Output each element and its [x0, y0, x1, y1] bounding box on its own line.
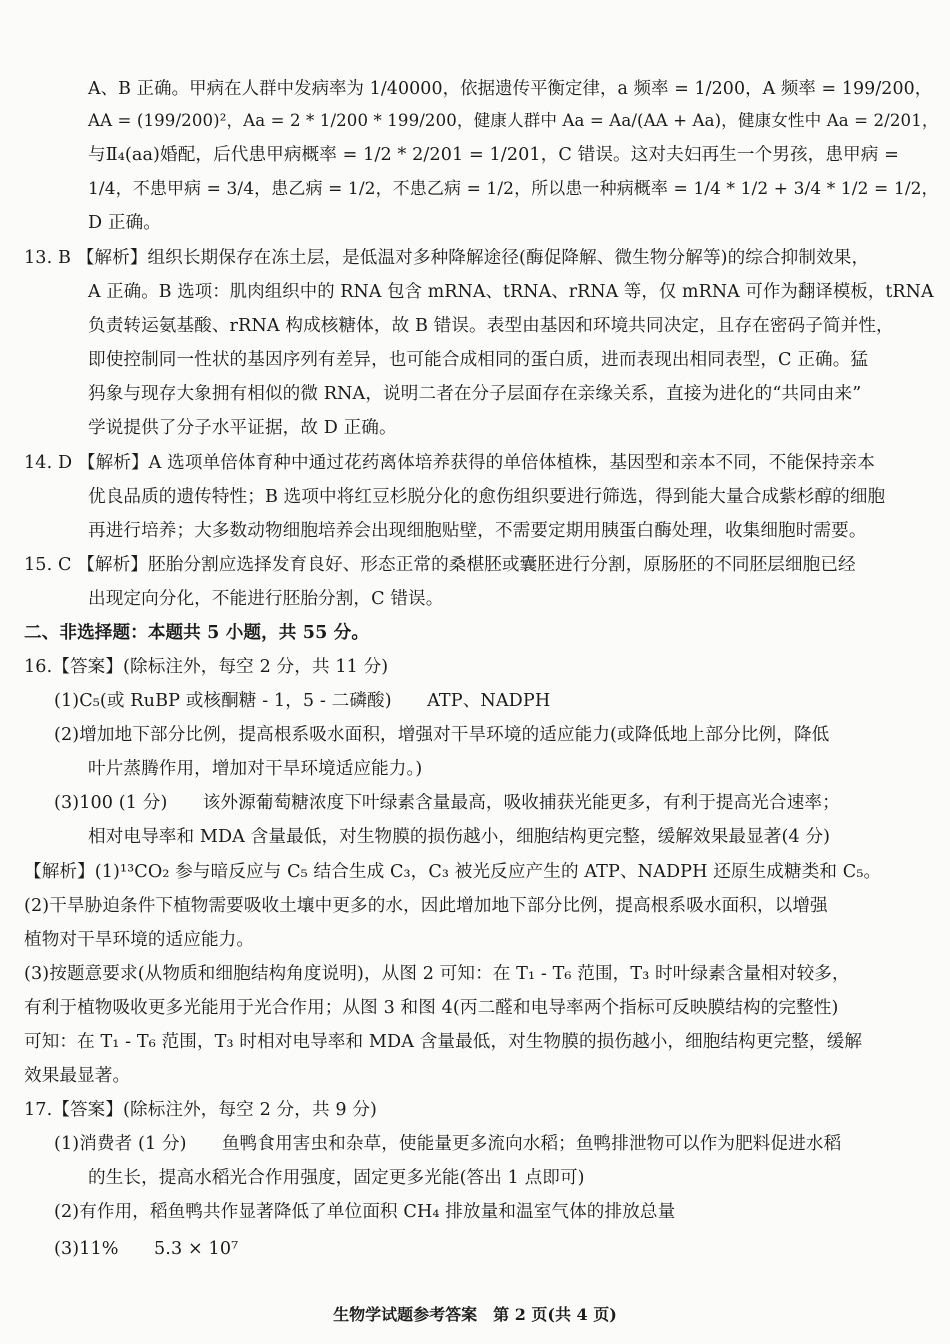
text-line: (3)11% 5.3 × 10⁷ — [54, 1239, 239, 1259]
text-line: 有利于植物吸收更多光能用于光合作用；从图 3 和图 4(丙二醛和电导率两个指标可反映膜结构的完整性) — [24, 998, 839, 1018]
q17-answer-heading: 17.【答案】(除标注外，每空 2 分，共 9 分) — [24, 1100, 377, 1120]
text-line: A、B 正确。甲病在人群中发病率为 1/40000，依据遗传平衡定律，a 频率 = 1/200，A 频率 = 199/200， — [88, 79, 933, 99]
text-line: D 正确。 — [88, 213, 161, 233]
text-line: 学说提供了分子水平证据，故 D 正确。 — [88, 418, 397, 438]
text-line: A 正确。B 选项：肌肉组织中的 RNA 包含 mRNA、tRNA、rRNA 等，仅 mRNA 可作为翻译模板，tRNA — [88, 282, 934, 302]
text-line: 的生长，提高水稻光合作用强度，固定更多光能(答出 1 点即可) — [88, 1168, 585, 1188]
page-footer: 生物学试题参考答案 第 2 页(共 4 页) — [333, 1305, 617, 1324]
text-line: 植物对干旱环境的适应能力。 — [24, 930, 255, 950]
text-line: 再进行培养；大多数动物细胞培养会出现细胞贴壁，不需要定期用胰蛋白酶处理，收集细胞时需要。 — [88, 521, 867, 541]
section-heading: 二、非选择题：本题共 5 小题，共 55 分。 — [24, 622, 370, 643]
q14-line: 14. D 【解析】A 选项单倍体育种中通过花药离体培养获得的单倍体植株，基因型和亲本不同，不能保持亲本 — [24, 453, 875, 473]
q15-line: 15. C 【解析】胚胎分割应选择发育良好、形态正常的桑椹胚或囊胚进行分割，原肠胚的不同胚层细胞已经 — [24, 555, 856, 575]
text-line: (3)按题意要求(从物质和细胞结构角度说明)，从图 2 可知：在 T₁ - T₆ 范围，T₃ 时叶绿素含量相对较多， — [24, 964, 850, 984]
text-line: 1/4，不患甲病 = 3/4，患乙病 = 1/2，不患乙病 = 1/2，所以患一种病概率 = 1/4 * 1/2 + 3/4 * 1/2 = 1/2， — [88, 179, 939, 199]
text-line: 负责转运氨基酸、rRNA 构成核糖体，故 B 错误。表型由基因和环境共同决定，且存在密码子简并性， — [88, 316, 894, 336]
q16-analysis-line: 【解析】(1)¹³CO₂ 参与暗反应与 C₅ 结合生成 C₃，C₃ 被光反应产生的 ATP、NADPH 还原生成糖类和 C₅。 — [24, 862, 882, 882]
q13-line: 13. B 【解析】组织长期保存在冻土层，是低温对多种降解途径(酶促降解、微生物分解等)的综合抑制效果， — [24, 248, 870, 268]
text-line: 叶片蒸腾作用，增加对干旱环境适应能力。) — [88, 759, 423, 779]
text-line: (3)100 (1 分) 该外源葡萄糖浓度下叶绿素含量最高，吸收捕获光能更多，有利于提高光合速率； — [54, 793, 840, 813]
text-line: 效果最显著。 — [24, 1066, 131, 1086]
text-line: 与Ⅱ₄(aa)婚配，后代患甲病概率 = 1/2 * 2/201 = 1/201，C 错误。这对夫妇再生一个男孩，患甲病 = — [88, 145, 899, 165]
text-line: (2)有作用，稻鱼鸭共作显著降低了单位面积 CH₄ 排放量和温室气体的排放总量 — [54, 1202, 676, 1222]
text-line: 优良品质的遗传特性；B 选项中将红豆杉脱分化的愈伤组织要进行筛选，得到能大量合成紫杉醇的细胞 — [88, 487, 886, 507]
text-line: (1)C₅(或 RuBP 或核酮糖 - 1，5 - 二磷酸) ATP、NADPH — [54, 691, 551, 711]
text-line: (2)干旱胁迫条件下植物需要吸收土壤中更多的水，因此增加地下部分比例，提高根系吸水面积，以增强 — [24, 896, 828, 916]
text-line: 即使控制同一性状的基因序列有差异，也可能合成相同的蛋白质，进而表现出相同表型，C 正确。猛 — [88, 350, 869, 370]
text-line: 可知：在 T₁ - T₆ 范围，T₃ 时相对电导率和 MDA 含量最低，对生物膜的损伤越小，细胞结构更完整，缓解 — [24, 1032, 863, 1052]
text-line: 相对电导率和 MDA 含量最低，对生物膜的损伤越小，细胞结构更完整，缓解效果最显著(4 分) — [88, 827, 831, 847]
q16-answer-heading: 16.【答案】(除标注外，每空 2 分，共 11 分) — [24, 657, 389, 677]
text-line: AA = (199/200)²，Aa = 2 * 1/200 * 199/200，健康人群中 Aa = Aa/(AA + Aa)，健康女性中 Aa = 2/201， — [88, 111, 939, 130]
text-line: (2)增加地下部分比例，提高根系吸水面积，增强对干旱环境的适应能力(或降低地上部分比例，降低 — [54, 725, 830, 745]
text-line: 犸象与现存大象拥有相似的微 RNA，说明二者在分子层面存在亲缘关系，直接为进化的“共同由来” — [88, 384, 862, 404]
text-line: (1)消费者 (1 分) 鱼鸭食用害虫和杂草，使能量更多流向水稻；鱼鸭排泄物可以作为肥料促进水稻 — [54, 1134, 842, 1154]
text-line: 出现定向分化，不能进行胚胎分割，C 错误。 — [88, 589, 444, 609]
